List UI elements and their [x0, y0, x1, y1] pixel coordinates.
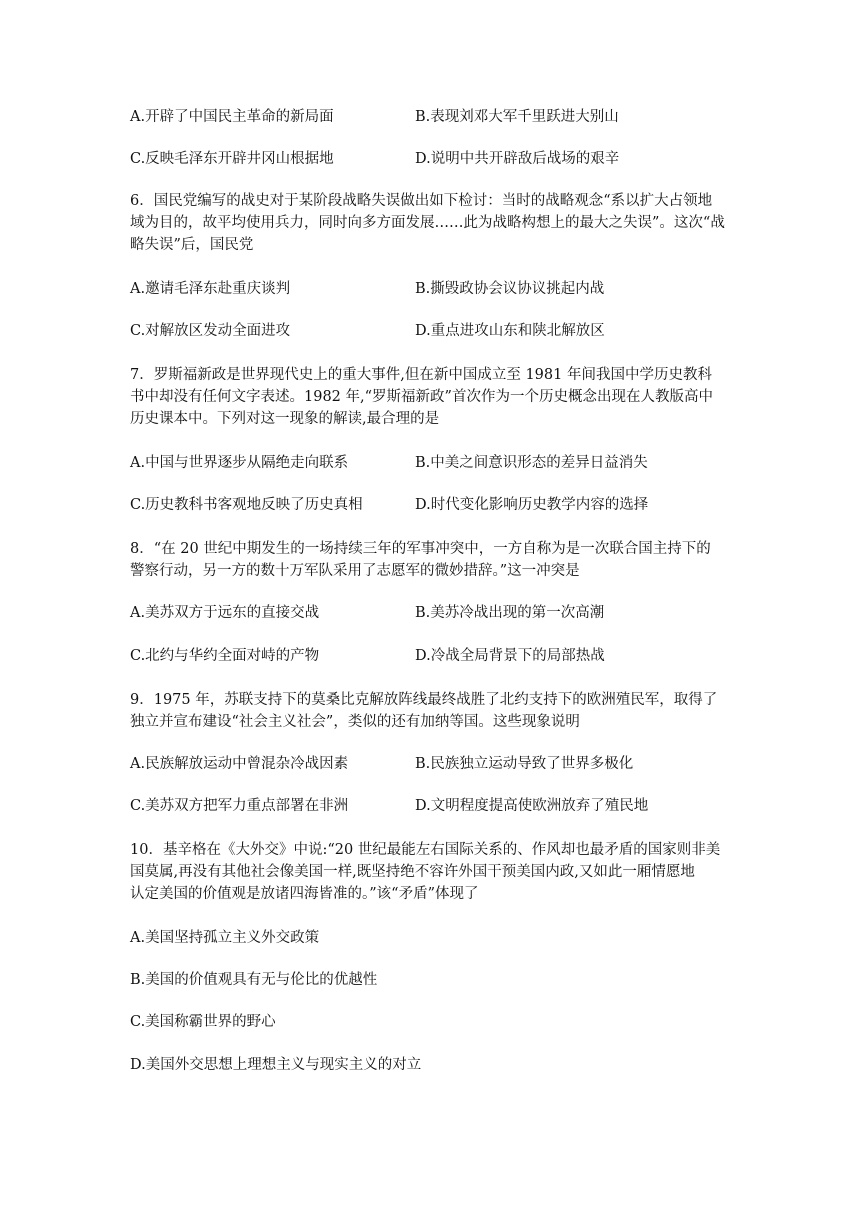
q7-stem-line-2: 书中却没有任何文字表述。1982 年,“罗斯福新政”首次作为一个历史概念出现在人教版高中 — [130, 389, 713, 405]
q9-stem-line-2: 独立并宣布建设“社会主义社会”，类似的还有加纳等国。这些现象说明 — [130, 714, 580, 730]
q6-stem-line-2: 域为目的，故平均使用兵力，同时向多方面发展……此为战略构想上的最大之失误”。这次“战 — [130, 215, 725, 231]
q7-stem-line-1: 7．罗斯福新政是世界现代史上的重大事件,但在新中国成立至 1981 年间我国中学历史教科 — [130, 367, 712, 383]
q8-stem-line-1: 8．“在 20 世纪中期发生的一场持续三年的军事冲突中，一方自称为是一次联合国主持下的 — [130, 541, 711, 557]
q8-option-a[interactable]: A.美苏双方于远东的直接交战 — [130, 605, 320, 621]
q5-option-d[interactable]: D.说明中共开辟敌后战场的艰辛 — [415, 151, 620, 167]
q9-option-b[interactable]: B.民族独立运动导致了世界多极化 — [415, 756, 634, 772]
q10-option-a[interactable]: A.美国坚持孤立主义外交政策 — [130, 930, 320, 946]
q5-option-a[interactable]: A.开辟了中国民主革命的新局面 — [130, 109, 334, 125]
q9-stem-line-1: 9．1975 年，苏联支持下的莫桑比克解放阵线最终战胜了北约支持下的欧洲殖民军，取得了 — [130, 692, 718, 708]
q8-option-d[interactable]: D.冷战全局背景下的局部热战 — [415, 648, 605, 664]
q5-option-c[interactable]: C.反映毛泽东开辟井冈山根据地 — [130, 151, 334, 167]
q9-option-d[interactable]: D.文明程度提高使欧洲放弃了殖民地 — [415, 798, 649, 814]
q7-option-a[interactable]: A.中国与世界逐步从隔绝走向联系 — [130, 455, 349, 471]
q6-stem-line-1: 6．国民党编写的战史对于某阶段战略失误做出如下检讨：当时的战略观念“系以扩大占领地 — [130, 193, 713, 209]
q6-stem-line-3: 略失误”后，国民党 — [130, 237, 254, 253]
q8-option-c[interactable]: C.北约与华约全面对峙的产物 — [130, 648, 320, 664]
q10-option-d[interactable]: D.美国外交思想上理想主义与现实主义的对立 — [130, 1057, 422, 1073]
q6-option-d[interactable]: D.重点进攻山东和陕北解放区 — [415, 323, 605, 339]
q7-stem-line-3: 历史课本中。下列对这一现象的解读,最合理的是 — [130, 411, 440, 427]
q8-stem-line-2: 警察行动，另一方的数十万军队采用了志愿军的微妙措辞。”这一冲突是 — [130, 563, 580, 579]
q7-option-d[interactable]: D.时代变化影响历史教学内容的选择 — [415, 497, 649, 513]
q10-stem-line-3: 认定美国的价值观是放诸四海皆准的。”该“矛盾”体现了 — [130, 886, 479, 902]
q10-stem-line-1: 10．基辛格在《大外交》中说:“20 世纪最能左右国际关系的、作风却也最矛盾的国家则非美 — [130, 842, 721, 858]
q10-stem-line-2: 国莫属,再没有其他社会像美国一样,既坚持绝不容许外国干预美国内政,又如此一厢情愿地 — [130, 864, 695, 880]
q5-option-b[interactable]: B.表现刘邓大军千里跃进大别山 — [415, 109, 619, 125]
q9-option-a[interactable]: A.民族解放运动中曾混杂冷战因素 — [130, 756, 349, 772]
q8-option-b[interactable]: B.美苏冷战出现的第一次高潮 — [415, 605, 605, 621]
q6-option-a[interactable]: A.邀请毛泽东赴重庆谈判 — [130, 281, 291, 297]
q6-option-c[interactable]: C.对解放区发动全面进攻 — [130, 323, 291, 339]
q7-option-c[interactable]: C.历史教科书客观地反映了历史真相 — [130, 497, 363, 513]
q7-option-b[interactable]: B.中美之间意识形态的差异日益消失 — [415, 455, 648, 471]
q6-option-b[interactable]: B.撕毁政协会议协议挑起内战 — [415, 281, 605, 297]
q10-option-b[interactable]: B.美国的价值观具有无与伦比的优越性 — [130, 972, 378, 988]
q10-option-c[interactable]: C.美国称霸世界的野心 — [130, 1014, 276, 1030]
q9-option-c[interactable]: C.美苏双方把军力重点部署在非洲 — [130, 798, 349, 814]
